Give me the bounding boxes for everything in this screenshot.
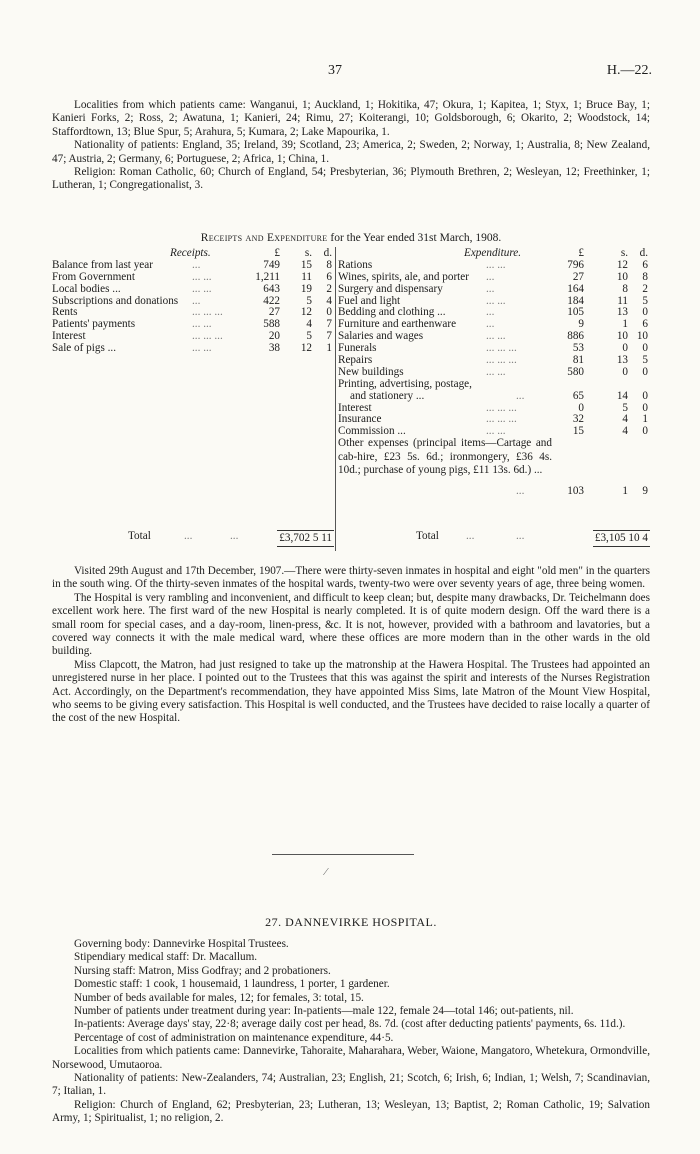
shillings-header: s. bbox=[620, 247, 628, 259]
table-caption bbox=[52, 232, 650, 245]
expenditure-header-row bbox=[338, 247, 650, 259]
hospital-detail-line: Nationality of patients: New-Zealanders, 74; Australian, 23; English, 21; Scotch, 6; Irish, 6; Indian, 1; Welsh, 7; Scandinavian, 7; Italian, 1. bbox=[52, 1072, 650, 1098]
visit-report bbox=[52, 565, 650, 726]
hospital-detail-line: Localities from which patients came: Dannevirke, Tahoraite, Maharahara, Weber, Waione, Mangatoro, Whetekura, Ormondville, Norsewood, Umutaoroa. bbox=[52, 1045, 650, 1071]
expenditure-row-printing-line1 bbox=[338, 378, 650, 390]
receipt-shillings: 12 bbox=[300, 306, 312, 319]
expenditure-pence: 0 bbox=[642, 342, 648, 355]
document-reference: H.—22. bbox=[606, 63, 652, 78]
expenditure-pence: 0 bbox=[642, 365, 648, 378]
expenditure-label: Surgery and dispensary bbox=[338, 282, 443, 295]
leader-dots: ... bbox=[192, 258, 201, 271]
other-shillings: 1 bbox=[622, 485, 628, 498]
expenditure-row bbox=[338, 318, 650, 330]
section-heading: 27. DANNEVIRKE HOSPITAL. bbox=[265, 915, 437, 929]
expenditure-pounds: 184 bbox=[567, 294, 584, 307]
expenditure-pounds: 796 bbox=[567, 258, 584, 271]
leader-dots: ... bbox=[184, 530, 193, 542]
visit-paragraph-2: The Hospital is very rambling and inconvenient, and difficult to keep clean; but, despite many drawbacks, Dr. Teichelmann does excellent work here. The first ward of the new Hospital is nearly completed. It is of quite modern design. Off the ward there is a small room for special cases, and a day-room, linen-press, &c. It is not, however, provided with a bathroom and lavatories, but a covered way connects it with the male medical ward, where these offices are more modern than in the other wards in the old building. bbox=[52, 591, 650, 658]
leader-dots: ... ... ... bbox=[192, 306, 223, 319]
receipts-column bbox=[52, 247, 334, 354]
receipts-row bbox=[52, 295, 334, 307]
expenditure-label: Salaries and wages bbox=[338, 330, 424, 343]
pence-header: d. bbox=[639, 247, 648, 259]
expenditure-label: Funerals bbox=[338, 342, 377, 355]
pounds-header: £ bbox=[578, 247, 584, 259]
hospital-detail-line: Governing body: Dannevirke Hospital Trustees. bbox=[74, 938, 289, 950]
leader-dots: ... ... bbox=[486, 425, 506, 438]
receipt-shillings: 11 bbox=[301, 270, 312, 283]
expenditure-pounds: 32 bbox=[572, 413, 584, 426]
expenditure-pounds: 15 bbox=[572, 425, 584, 438]
visit-paragraph-3: Miss Clapcott, the Matron, had just resigned to take up the matronship at the Hawera Hospital. The Trustees had appointed an unregistered nurse in her place. I pointed out to the Trustees that this was against the spirit and interests of the Nurses Registration Act. Accordingly, on the Department's recommendation, they have appointed Miss Sims, late Matron of the Mount View Hospital, who seems to be giving every satisfaction. This Hospital is well conducted, and the Trustees have decided to raise locally a quarter of the cost of the new Hospital. bbox=[52, 658, 650, 725]
receipts-row bbox=[52, 330, 334, 342]
receipt-pence: 2 bbox=[326, 282, 332, 295]
other-pounds: 103 bbox=[567, 485, 584, 498]
expenditure-row bbox=[338, 425, 650, 437]
leader-dots: ... bbox=[516, 530, 525, 542]
expenditure-row bbox=[338, 342, 650, 354]
leader-dots: ... bbox=[486, 270, 495, 283]
expenditure-pounds: 27 bbox=[572, 270, 584, 283]
receipt-shillings: 4 bbox=[306, 318, 312, 331]
receipts-row bbox=[52, 259, 334, 271]
expenditure-row bbox=[338, 413, 650, 425]
expenditure-shillings: 13 bbox=[616, 306, 628, 319]
receipts-header: Receipts. bbox=[170, 247, 211, 259]
expenditure-column bbox=[338, 247, 650, 497]
leader-dots: ... ... ... bbox=[486, 413, 517, 426]
expenditure-total-label: Total bbox=[416, 530, 439, 542]
receipts-row bbox=[52, 283, 334, 295]
hospital-detail-line: Religion: Church of England, 62; Presbyterian, 23; Lutheran, 13; Wesleyan, 13; Baptist, 2; Roman Catholic, 19; Salvation Army, 1; Spiritualist, 1; no religion, 2. bbox=[52, 1098, 650, 1125]
expenditure-shillings: 0 bbox=[622, 342, 628, 355]
leader-dots: ... ... bbox=[486, 330, 506, 343]
pence-header: d. bbox=[323, 247, 332, 259]
printing-label-line2: and stationery ... bbox=[350, 389, 425, 402]
expenditure-total-amount: £3,105 10 4 bbox=[593, 530, 650, 547]
hokitika-statistics bbox=[52, 99, 650, 193]
expenditure-shillings: 0 bbox=[622, 365, 628, 378]
hospital-detail-line: Stipendiary medical staff: Dr. Macallum. bbox=[74, 951, 258, 964]
leader-dots: ... ... bbox=[486, 294, 506, 307]
receipt-pounds: 643 bbox=[263, 282, 280, 295]
receipt-shillings: 12 bbox=[300, 342, 312, 355]
expenditure-pence: 0 bbox=[642, 401, 648, 414]
expenditure-pence: 10 bbox=[636, 330, 648, 343]
leader-dots: ... bbox=[486, 306, 495, 319]
receipt-label: Local bodies ... bbox=[52, 282, 121, 295]
expenditure-pence: 0 bbox=[642, 425, 648, 438]
receipt-label: Subscriptions and donations bbox=[52, 294, 179, 307]
expenditure-row bbox=[338, 402, 650, 414]
religion-paragraph: Religion: Roman Catholic, 60; Church of England, 54; Presbyterian, 36; Plymouth Brethren, 2; Wesleyan, 12; Freethinker, 1; Lutheran, 1; Congregationalist, 3. bbox=[52, 166, 650, 192]
hospital-detail-line: Domestic staff: 1 cook, 1 housemaid, 1 laundress, 1 porter, 1 gardener. bbox=[74, 978, 390, 991]
expenditure-pounds: 580 bbox=[567, 365, 584, 378]
shillings-header: s. bbox=[304, 247, 312, 259]
leader-dots: ... ... ... bbox=[486, 354, 517, 367]
expenditure-pounds: 0 bbox=[578, 401, 584, 414]
expenditure-row bbox=[338, 295, 650, 307]
leader-dots: ... bbox=[466, 530, 475, 542]
section-separator bbox=[272, 854, 414, 855]
table-caption-title: Receipts and Expenditure bbox=[200, 232, 328, 244]
hospital-detail-line: Percentage of cost of administration on maintenance expenditure, 44·5. bbox=[74, 1031, 394, 1044]
leader-dots: ... ... bbox=[192, 342, 212, 355]
expenditure-pounds: 53 bbox=[572, 342, 584, 355]
expenditure-row bbox=[338, 366, 650, 378]
expenditure-row bbox=[338, 271, 650, 283]
receipts-header-row bbox=[52, 247, 334, 259]
receipts-row bbox=[52, 318, 334, 330]
pounds-header: £ bbox=[274, 247, 280, 259]
printing-label-line1: Printing, advertising, postage, bbox=[338, 377, 472, 390]
leader-dots: ... ... bbox=[192, 282, 212, 295]
receipts-total-label: Total bbox=[128, 530, 151, 542]
expenditure-row bbox=[338, 259, 650, 271]
expenditure-label: Bedding and clothing ... bbox=[338, 306, 446, 319]
visit-paragraph-1: Visited 29th August and 17th December, 1907.—There were thirty-seven inmates in hospital and eight "old men" in the quarters in the south wing. Of the thirty-seven inmates of the hospital wards, twenty-two were over seventy years of age, three being women. bbox=[52, 565, 650, 591]
leader-dots: ... ... bbox=[192, 318, 212, 331]
receipts-total-row bbox=[52, 530, 334, 546]
hospital-detail-line: Number of beds available for males, 12; for females, 3: total, 15. bbox=[74, 991, 364, 1004]
expenditure-shillings: 1 bbox=[622, 318, 628, 331]
expenditure-label: Repairs bbox=[338, 354, 373, 367]
receipt-pounds: 588 bbox=[263, 318, 280, 331]
leader-dots: ... bbox=[230, 530, 239, 542]
other-expenses-label: Other expenses (principal items—Cartage and cab-hire, £23 5s. 6d.; ironmongery, £36 4s. 10d.; purchase of young pigs, £11 13s. 6d.) ... bbox=[338, 437, 552, 477]
column-divider bbox=[335, 247, 336, 551]
dannevirke-details bbox=[52, 938, 650, 1126]
expenditure-shillings: 5 bbox=[622, 401, 628, 414]
expenditure-row bbox=[338, 354, 650, 366]
page-number: 37 bbox=[328, 63, 342, 78]
leader-dots: ... ... bbox=[192, 270, 212, 283]
receipts-expenditure-table bbox=[52, 247, 650, 557]
printing-pounds: 65 bbox=[572, 389, 584, 402]
ink-mark: ⁄ bbox=[325, 866, 327, 878]
expenditure-shillings: 12 bbox=[616, 258, 628, 271]
hospital-detail-line: Nursing staff: Matron, Miss Godfray; and 2 probationers. bbox=[74, 964, 331, 977]
expenditure-shillings: 8 bbox=[622, 282, 628, 295]
expenditure-pence: 5 bbox=[642, 294, 648, 307]
receipt-label: Interest bbox=[52, 330, 86, 343]
receipt-pence: 7 bbox=[326, 330, 332, 343]
leader-dots: ... ... ... bbox=[486, 401, 517, 414]
expenditure-pounds: 9 bbox=[578, 318, 584, 331]
printing-pence: 0 bbox=[642, 389, 648, 402]
leader-dots: ... bbox=[516, 389, 525, 402]
receipts-rows bbox=[52, 259, 334, 354]
printing-shillings: 14 bbox=[616, 389, 628, 402]
expenditure-row bbox=[338, 330, 650, 342]
receipts-row bbox=[52, 271, 334, 283]
receipt-pounds: 20 bbox=[268, 330, 280, 343]
receipt-pounds: 422 bbox=[263, 294, 280, 307]
expenditure-row-printing bbox=[338, 390, 650, 402]
expenditure-pence: 0 bbox=[642, 306, 648, 319]
expenditure-shillings: 13 bbox=[616, 354, 628, 367]
receipt-label: From Government bbox=[52, 270, 135, 283]
expenditure-pounds: 105 bbox=[567, 306, 584, 319]
receipt-label: Rents bbox=[52, 306, 78, 319]
receipt-pence: 7 bbox=[326, 318, 332, 331]
expenditure-label: Furniture and earthenware bbox=[338, 318, 457, 331]
hospital-detail-line: In-patients: Average days' stay, 22·8; average daily cost per head, 8s. 7d. (cost after deducting patients' payments, 6s. 11d.). bbox=[74, 1018, 626, 1031]
receipt-label: Balance from last year bbox=[52, 258, 153, 271]
expenditure-label: Commission ... bbox=[338, 425, 406, 438]
expenditure-shillings: 4 bbox=[622, 425, 628, 438]
receipt-label: Sale of pigs ... bbox=[52, 342, 117, 355]
expenditure-pence: 2 bbox=[642, 282, 648, 295]
table-caption-period: for the Year ended 31st March, 1908. bbox=[327, 232, 502, 244]
expenditure-pence: 5 bbox=[642, 354, 648, 367]
receipts-row bbox=[52, 306, 334, 318]
receipt-pence: 1 bbox=[326, 342, 332, 355]
receipt-pounds: 38 bbox=[268, 342, 280, 355]
receipt-pence: 8 bbox=[326, 258, 332, 271]
expenditure-pounds: 81 bbox=[572, 354, 584, 367]
receipt-pence: 0 bbox=[326, 306, 332, 319]
expenditure-label: Fuel and light bbox=[338, 294, 401, 307]
receipt-pounds: 749 bbox=[263, 258, 280, 271]
leader-dots: ... ... bbox=[486, 258, 506, 271]
expenditure-shillings: 10 bbox=[616, 330, 628, 343]
localities-paragraph: Localities from which patients came: Wanganui, 1; Auckland, 1; Hokitika, 47; Okura, 1; Kapitea, 1; Styx, 1; Bruce Bay, 1; Kanieri Forks, 2; Ross, 2; Awatuna, 1; Kanieri, 24; Rimu, 27; Koiterangi, 10; Goldsborough, 6; Okarito, 2; Woodstock, 14; Staffordtown, 13; Blue Spur, 5; Arahura, 5; Kumara, 2; Lake Mapourika, 1. bbox=[52, 99, 650, 138]
expenditure-label: Wines, spirits, ale, and porter bbox=[338, 270, 469, 283]
expenditure-shillings: 11 bbox=[617, 294, 628, 307]
expenditure-pence: 6 bbox=[642, 318, 648, 331]
leader-dots: ... bbox=[516, 485, 525, 498]
expenditure-label: Insurance bbox=[338, 413, 382, 426]
expenditure-header: Expenditure. bbox=[464, 247, 522, 259]
expenditure-label: New buildings bbox=[338, 365, 404, 378]
expenditure-pence: 8 bbox=[642, 270, 648, 283]
leader-dots: ... ... ... bbox=[486, 342, 517, 355]
leader-dots: ... bbox=[486, 318, 495, 331]
other-pence: 9 bbox=[642, 485, 648, 498]
receipt-shillings: 19 bbox=[300, 282, 312, 295]
leader-dots: ... ... ... bbox=[192, 330, 223, 343]
expenditure-label: Interest bbox=[338, 401, 372, 414]
leader-dots: ... bbox=[192, 294, 201, 307]
leader-dots: ... ... bbox=[486, 365, 506, 378]
expenditure-row-other bbox=[338, 437, 650, 497]
receipt-shillings: 5 bbox=[306, 294, 312, 307]
expenditure-total-row bbox=[338, 530, 650, 546]
receipt-pounds: 1,211 bbox=[255, 270, 280, 283]
expenditure-rows-more bbox=[338, 402, 650, 438]
receipt-label: Patients' payments bbox=[52, 318, 136, 331]
expenditure-pounds: 164 bbox=[567, 282, 584, 295]
receipt-pence: 4 bbox=[326, 294, 332, 307]
expenditure-shillings: 4 bbox=[622, 413, 628, 426]
hospital-detail-line: Number of patients under treatment during year: In-patients—male 122, female 24—total 146; out-patients, nil. bbox=[74, 1005, 574, 1018]
receipts-total-amount: £3,702 5 11 bbox=[277, 530, 334, 547]
expenditure-pounds: 886 bbox=[567, 330, 584, 343]
receipt-pence: 6 bbox=[326, 270, 332, 283]
expenditure-rows bbox=[338, 259, 650, 378]
leader-dots: ... bbox=[486, 282, 495, 295]
receipt-shillings: 15 bbox=[300, 258, 312, 271]
receipt-pounds: 27 bbox=[268, 306, 280, 319]
receipt-shillings: 5 bbox=[306, 330, 312, 343]
nationality-paragraph: Nationality of patients: England, 35; Ireland, 39; Scotland, 23; America, 2; Sweden, 2; Norway, 1; Australia, 8; New Zealand, 47; Austria, 2; Germany, 6; Portuguese, 2; Africa, 1; China, 1. bbox=[52, 139, 650, 165]
expenditure-row bbox=[338, 283, 650, 295]
expenditure-shillings: 10 bbox=[616, 270, 628, 283]
receipts-row bbox=[52, 342, 334, 354]
expenditure-label: Rations bbox=[338, 258, 373, 271]
expenditure-pence: 6 bbox=[642, 258, 648, 271]
expenditure-pence: 1 bbox=[642, 413, 648, 426]
expenditure-row bbox=[338, 306, 650, 318]
